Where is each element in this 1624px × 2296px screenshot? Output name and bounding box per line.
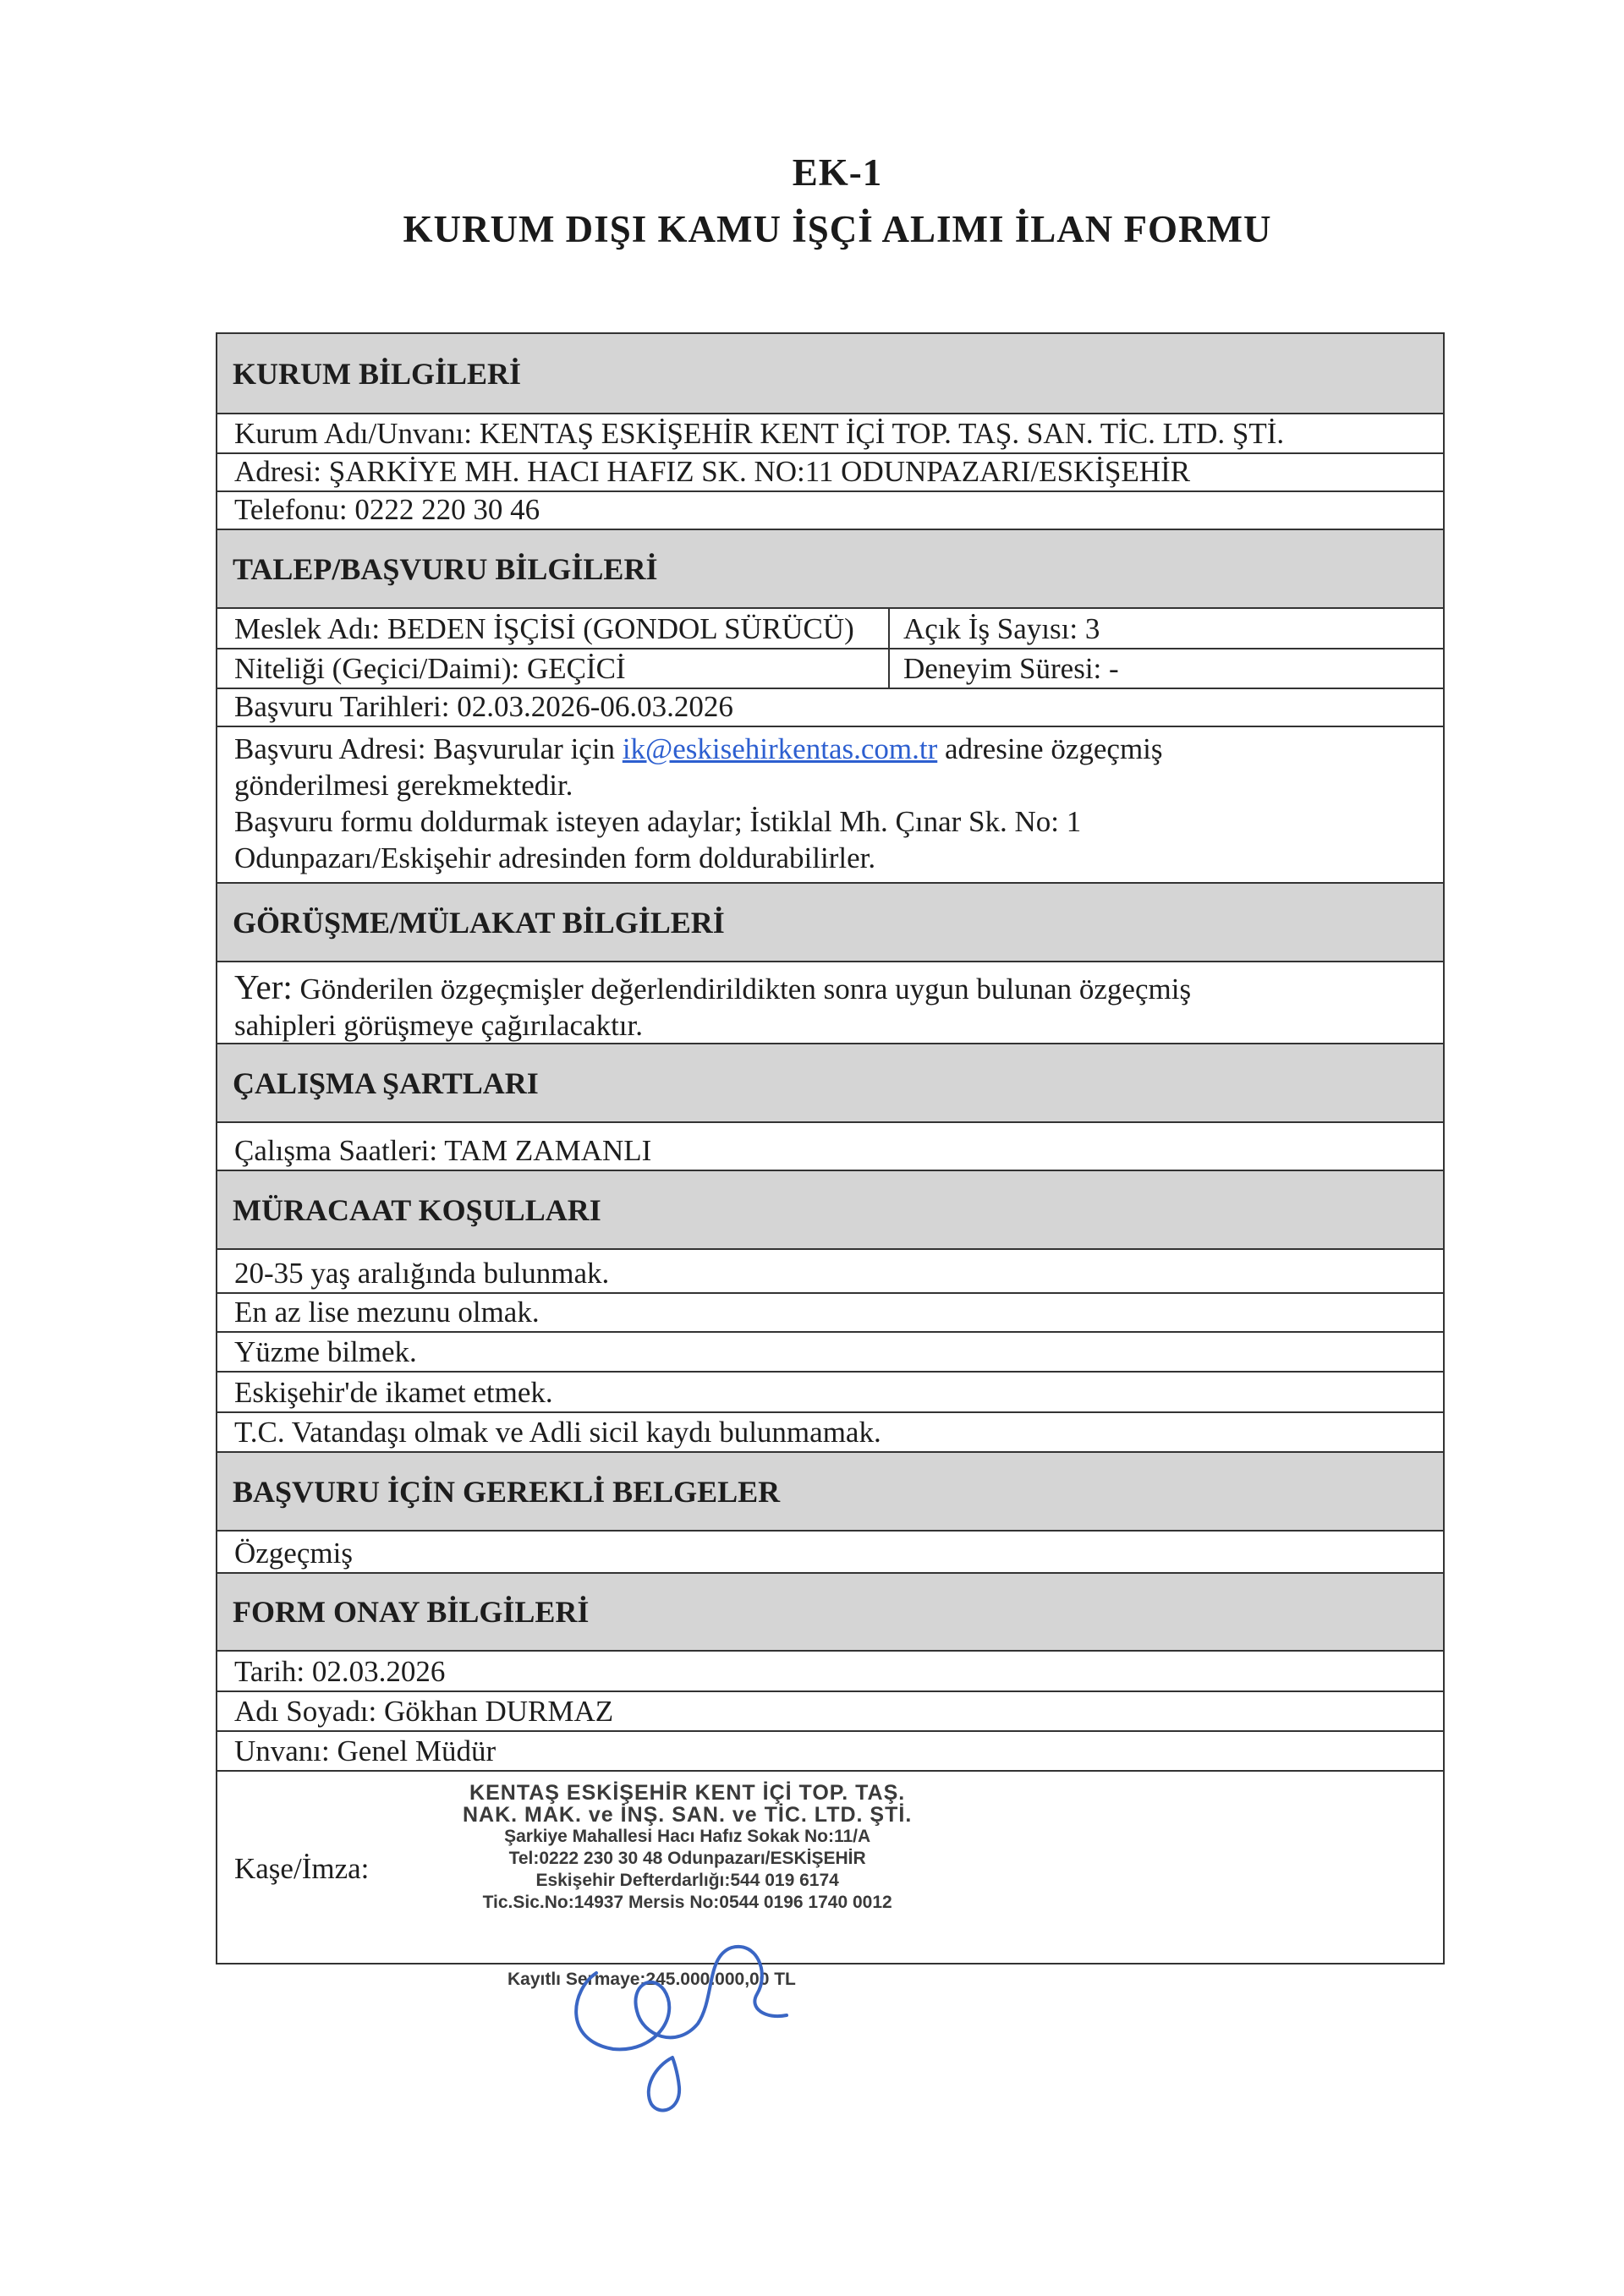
- section-header-muracaat: MÜRACAAT KOŞULLARI: [216, 1170, 1445, 1248]
- section-header-kurum: KURUM BİLGİLERİ: [216, 332, 1445, 413]
- muracaat-item: En az lise mezunu olmak.: [216, 1292, 1445, 1331]
- stamp-line3: Şarkiye Mahallesi Hacı Hafız Sokak No:11/A: [504, 1827, 871, 1846]
- kurum-adi: Kurum Adı/Unvanı: KENTAŞ ESKİŞEHİR KENT İÇİ TOP. TAŞ. SAN. TİC. LTD. ŞTİ.: [216, 413, 1445, 452]
- muracaat-item: 20-35 yaş aralığında bulunmak.: [216, 1248, 1445, 1292]
- nitelik: Niteliği (Geçici/Daimi): GEÇİCİ: [234, 652, 626, 685]
- onay-adi-soyadi: Adı Soyadı: Gökhan DURMAZ: [216, 1690, 1445, 1730]
- kase-imza-cell: [216, 1770, 1445, 1963]
- basvuru-formu-line2: Odunpazarı/Eskişehir adresinden form doldurabilirler.: [234, 841, 876, 874]
- basvuru-adresi-line2: gönderilmesi gerekmektedir.: [234, 769, 573, 802]
- onay-tarih: Tarih: 02.03.2026: [216, 1650, 1445, 1690]
- gorusme-yer: [216, 961, 1445, 1043]
- section-header-belgeler: BAŞVURU İÇİN GEREKLİ BELGELER: [216, 1451, 1445, 1530]
- acik-is-sayisi: Açık İş Sayısı: 3: [888, 609, 1443, 648]
- kase-label: Kaşe/İmza:: [234, 1852, 370, 1885]
- calisma-saatleri: Çalışma Saatleri: TAM ZAMANLI: [216, 1121, 1445, 1170]
- stamp-line4: Tel:0222 230 30 48 Odunpazarı/ESKİŞEHİR: [508, 1849, 866, 1868]
- kurum-telefon: Telefonu: 0222 220 30 46: [216, 490, 1445, 529]
- nitelik-row: [216, 648, 1445, 688]
- meslek-row: [216, 607, 1445, 648]
- document-title: KURUM DIŞI KAMU İŞÇİ ALIMI İLAN FORMU: [403, 208, 1272, 250]
- basvuru-adresi-text: adresine özgeçmiş: [937, 732, 1163, 765]
- stamp-line5: Eskişehir Defterdarlığı:544 019 6174: [535, 1871, 839, 1890]
- yer-label: Yer:: [234, 967, 293, 1006]
- yer-line2: sahipleri görüşmeye çağırılacaktır.: [234, 1009, 644, 1042]
- basvuru-tarihleri: Başvuru Tarihleri: 02.03.2026-06.03.2026: [216, 688, 1445, 726]
- muracaat-item: Eskişehir'de ikamet etmek.: [216, 1371, 1445, 1411]
- stamp-line2: NAK. MAK. ve İNŞ. SAN. ve TİC. LTD. ŞTİ.: [463, 1803, 913, 1827]
- section-header-onay: FORM ONAY BİLGİLERİ: [216, 1572, 1445, 1650]
- form-bottom-border: [216, 1963, 1445, 1964]
- section-header-talep: TALEP/BAŞVURU BİLGİLERİ: [216, 529, 1445, 607]
- section-header-gorusme: GÖRÜŞME/MÜLAKAT BİLGİLERİ: [216, 882, 1445, 961]
- stamp-line7: Kayıtlı Sermaye:245.000.000,00 TL: [508, 1970, 796, 1989]
- signature-scribble: [537, 1846, 816, 2125]
- onay-unvan: Unvanı: Genel Müdür: [216, 1730, 1445, 1770]
- kurum-adres: Adresi: ŞARKİYE MH. HACI HAFIZ SK. NO:11 ODUNPAZARI/ESKİŞEHİR: [216, 452, 1445, 490]
- email-link[interactable]: ik@eskisehirkentas.com.tr: [622, 732, 938, 765]
- document-code: EK-1: [792, 151, 883, 194]
- stamp-line1: KENTAŞ ESKİŞEHİR KENT İÇİ TOP. TAŞ.: [469, 1781, 906, 1805]
- basvuru-adresi-label: Başvuru Adresi: Başvurular için: [234, 732, 623, 765]
- stamp-line6: Tic.Sic.No:14937 Mersis No:0544 0196 1740 0012: [482, 1893, 892, 1912]
- basvuru-adresi: [216, 726, 1445, 882]
- section-header-calisma: ÇALIŞMA ŞARTLARI: [216, 1043, 1445, 1121]
- meslek-adi: Meslek Adı: BEDEN İŞÇİSİ (GONDOL SÜRÜCÜ): [234, 612, 854, 645]
- deneyim-suresi: Deneyim Süresi: -: [888, 649, 1443, 688]
- basvuru-formu-line1: Başvuru formu doldurmak isteyen adaylar; İstiklal Mh. Çınar Sk. No: 1: [234, 805, 1082, 838]
- belge-item: Özgeçmiş: [216, 1530, 1445, 1572]
- yer-text: Gönderilen özgeçmişler değerlendirildikten sonra uygun bulunan özgeçmiş: [292, 973, 1192, 1006]
- muracaat-item: T.C. Vatandaşı olmak ve Adli sicil kaydı bulunmamak.: [216, 1411, 1445, 1451]
- muracaat-item: Yüzme bilmek.: [216, 1331, 1445, 1371]
